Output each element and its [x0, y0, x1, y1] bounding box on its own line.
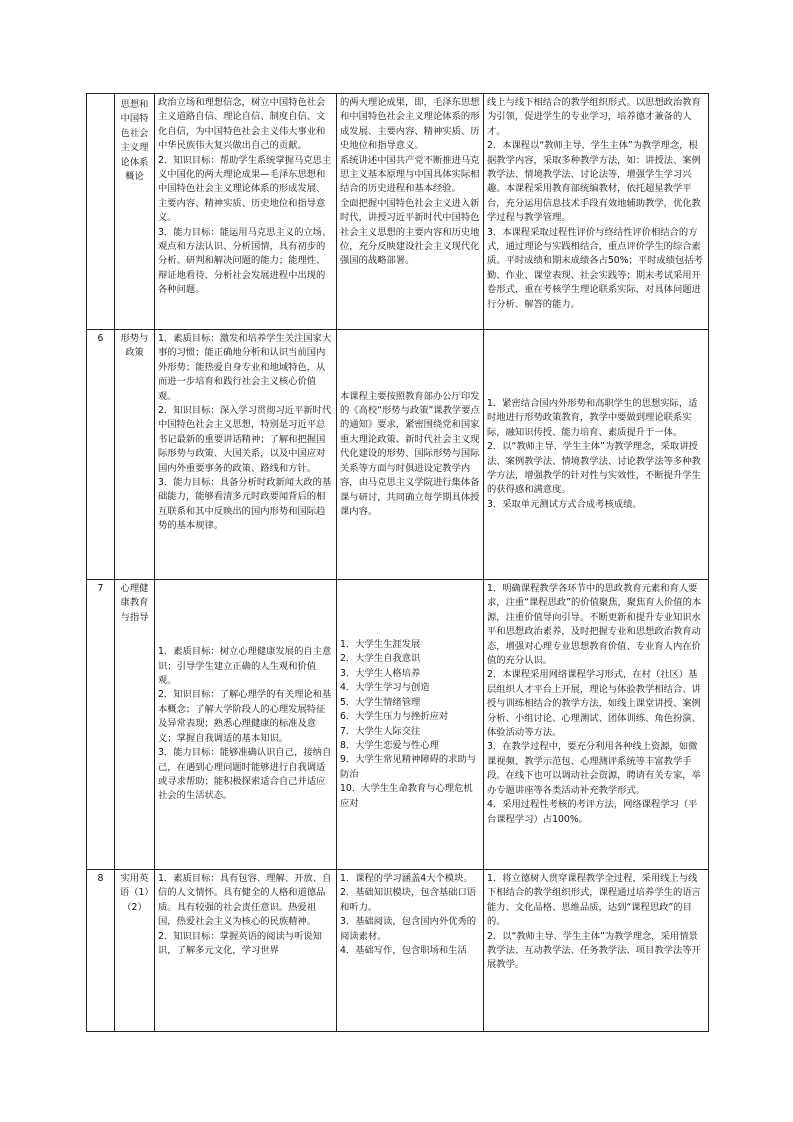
requirement-item: 1．紧密结合国内外形势和高职学生的思想实际，适时地进行形势政策教育，教学中要做到理论联系实际，融知识传授、能力培育、素质提升于一体。	[487, 397, 698, 438]
course-content	[337, 580, 484, 870]
content-item: 9．大学生常见精神障碍的求助与防治	[340, 754, 477, 780]
requirement-item: 4．采用过程性考核的考评方法，网络课程学习（平台课程学习）占100%。	[487, 799, 698, 825]
content-item: 2．基础知识模块，包含基础口语和听力。	[340, 887, 477, 913]
teaching-requirements	[484, 580, 709, 870]
requirement-item: 3．本课程采取过程性评价与终结性评价相结合的方式，通过理论与实践相结合，重点评价学生的综合素质。平时成绩和期末成绩各占50%；平时成绩包括考勤、作业、课堂表现、社会实践等；期末考试采用开卷形式，重在考核学生理论联系实际，对具体问题进行分析、解答的能力。	[487, 226, 703, 310]
requirement-item: 2．本课程采用网络课程学习形式，在村（社区）基层组织人才平台上开展，理论与体验教学相结合、讲授与训练相结合的教学方法，如线上课堂讲授、案例分析、小组讨论、心理测试、团体训练、角色扮演、体验活动等方法。	[487, 669, 701, 739]
course-content	[337, 94, 484, 330]
requirement-item: 2．以“教师主导、学生主体”为教学理念，采取讲授法、案例教学法、情境教学法、讨论教学法等多种教学方法，增强教学的针对性与实效性，不断提升学生的获得感和满意度。	[487, 441, 701, 496]
row-number	[87, 94, 115, 330]
content-item: 8．大学生恋爱与性心理	[340, 739, 439, 751]
goal-item: 1．素质目标：具有包容、理解、开放、自信的人文情怀。具有健全的人格和道德品质。具有较强的社会责任意识。热爱祖国，热爱社会主义为核心的民族精神。	[158, 873, 332, 928]
content-item: 7．大学生人际交往	[340, 725, 421, 737]
goal-item: 3．能力目标：能够准确认识自己，接纳自己，在遇到心理问题时能够进行自我调适或寻求帮助；能积极探索适合自己并适应社会的生活状态。	[158, 747, 332, 802]
requirement-item: 1．明确课程教学各环节中的思政教育元素和育人要求，注重“课程思政”的价值聚焦，聚焦育人价值的本源，注重价值导向引导。不断更新和提升专业知识水平和思想政治素养，及时把握专业和思想政治教育动态，增强对心理专业思想教育价值、专业育人内在价值的充分认识。	[487, 583, 702, 667]
content-item: 5．大学生情绪管理	[340, 696, 421, 708]
row-number: 6	[87, 330, 115, 580]
course-name: 思想和中国特色社会主义理论体系概论	[115, 94, 155, 330]
course-content	[337, 330, 484, 580]
requirement-item: 3．在教学过程中，要充分利用各种线上资源，如微课视频、教学示范包、心理测评系统等丰富教学手段。在线下也可以调动社会资源，聘请有关专家，举办专题讲座等各类活动补充教学形式。	[487, 741, 701, 796]
content-item: 本课程主要按照教育部办公厅印发的《高校“形势与政策”课教学要点的通知》要求，紧密围绕党和国家重大理论政策、新时代社会主义现代化建设的形势、国际形势与国际关系等方面与时俱进设定教学内容，由马克思主义学院进行集体备课与研讨，共同确立每学期具体授课内容。	[340, 390, 480, 517]
requirement-item: 2．以“教师主导、学生主体”为教学理念，采用情景教学法、互动教学法、任务教学法、项目教学法等开展教学。	[487, 930, 701, 971]
content-item: 全面把握中国特色社会主义进入新时代，讲授习近平新时代中国特色社会主义思想的主要内容和历史地位，充分反映建设社会主义现代化强国的战略部署。	[340, 197, 480, 267]
requirement-item: 3．采取单元测试方式合成考核成绩。	[487, 498, 642, 510]
content-item: 10．大学生生命教育与心理危机应对	[340, 783, 473, 809]
goal-item: 3．能力目标：能运用马克思主义的立场、观点和方法认识、分析国情，具有初步的分析、研判和解决问题的能力；能理性、辩证地看待、分析社会发展进程中出现的各种问题。	[158, 226, 332, 296]
content-item: 4．大学生学习与创造	[340, 682, 430, 694]
goal-item: 2．知识目标：帮助学生系统掌握马克思主义中国化的两大理论成果—毛泽东思想和中国特色社会主义理论体系的形成发展、主要内容、精神实质、历史地位和指导意义。	[158, 154, 332, 224]
content-item: 3．大学生人格培养	[340, 667, 421, 679]
course-name: 心理健康教育与指导	[115, 580, 155, 870]
course-name: 形势与政策	[115, 330, 155, 580]
row-number: 7	[87, 580, 115, 870]
goal-item: 1．素质目标：树立心理健康发展的自主意识；引导学生建立正确的人生观和价值观。	[158, 646, 332, 687]
table-row	[87, 330, 709, 580]
course-table	[86, 93, 709, 1032]
content-item: 3．基础阅读，包含国内外优秀的阅读素材。	[340, 916, 477, 942]
table-row	[87, 94, 709, 330]
course-goals	[155, 330, 337, 580]
teaching-requirements	[484, 870, 709, 1032]
goal-item: 政治立场和理想信念，树立中国特色社会主义道路自信、理论自信、制度自信、文化自信，为中国特色社会主义伟大事业和中华民族伟大复兴做出自己的贡献。	[158, 97, 326, 152]
content-item: 4．基础写作，包含职场和生活	[340, 945, 467, 957]
content-item: 的两大理论成果，即，毛泽东思想和中国特色社会主义理论体系的形成发展、主要内容、精神实质、历史地位和指导意义。	[340, 97, 480, 152]
course-name: 实用英语（1）（2）	[115, 870, 155, 1032]
content-item: 1．课程的学习涵盖4大个模块。	[340, 873, 473, 884]
content-item: 2．大学生自我意识	[340, 653, 421, 665]
teaching-requirements	[484, 94, 709, 330]
goal-item: 2．知识目标：了解心理学的有关理论和基本概念；了解大学阶段人的心理发展特征及异常表现；熟悉心理健康的标准及意义；掌握自我调适的基本知识。	[158, 689, 332, 744]
content-item: 1．大学生生涯发展	[340, 639, 421, 651]
goal-item: 2．知识目标：掌握英语的阅读与听说知识，了解多元文化，学习世界	[158, 930, 322, 957]
content-item: 6．大学生压力与挫折应对	[340, 711, 449, 723]
goal-item: 1．素质目标：激发和培养学生关注国家大事的习惯；能正确地分析和认识当前国内外形势；能热爱自身专业和地域特色，从而进一步培育和践行社会主义核心价值观。	[158, 333, 332, 402]
requirement-item: 2．本课程以“教师主导、学生主体”为教学理念，根据教学内容，采取多种教学方法，如：讲授法、案例教学法、情境教学法、讨论法等，增强学生学习兴趣。本课程采用教育部统编教材，依托超星教学平台，充分运用信息技术手段有效地辅助教学，优化教学过程与教学管理。	[487, 140, 701, 224]
course-goals	[155, 580, 337, 870]
course-goals	[155, 870, 337, 1032]
table-row	[87, 580, 709, 870]
course-content	[337, 870, 484, 1032]
table-row	[87, 870, 709, 1032]
requirement-item: 线上与线下相结合的教学组织形式。以思想政治教育为引领，促进学生的专业学习，培养德才兼备的人才。	[487, 97, 701, 137]
row-number: 8	[87, 870, 115, 1032]
content-item: 系统讲述中国共产党不断推进马克思主义基本原理与中国具体实际相结合的历史进程和基本经验。	[340, 154, 480, 195]
goal-item: 2．知识目标：深入学习贯彻习近平新时代中国特色社会主义思想，特别是习近平总书记最新的重要讲话精神；了解和把握国际形势与政策、大国关系，以及中国应对国内外重要事务的政策、路线和方针。	[158, 405, 332, 474]
requirement-item: 1．将立德树人贯穿课程教学全过程，采用线上与线下相结合的教学组织形式，课程通过培养学生的语言能力、文化品格、思维品质，达到“课程思政”的目的。	[487, 873, 701, 928]
goal-item: 3．能力目标：具备分析时政新闻大政的基础能力，能够看清多元时政要闻背后的相互联系和其中反映出的国内形势和国际趋势的基本规律。	[158, 477, 332, 532]
teaching-requirements	[484, 330, 709, 580]
course-goals	[155, 94, 337, 330]
